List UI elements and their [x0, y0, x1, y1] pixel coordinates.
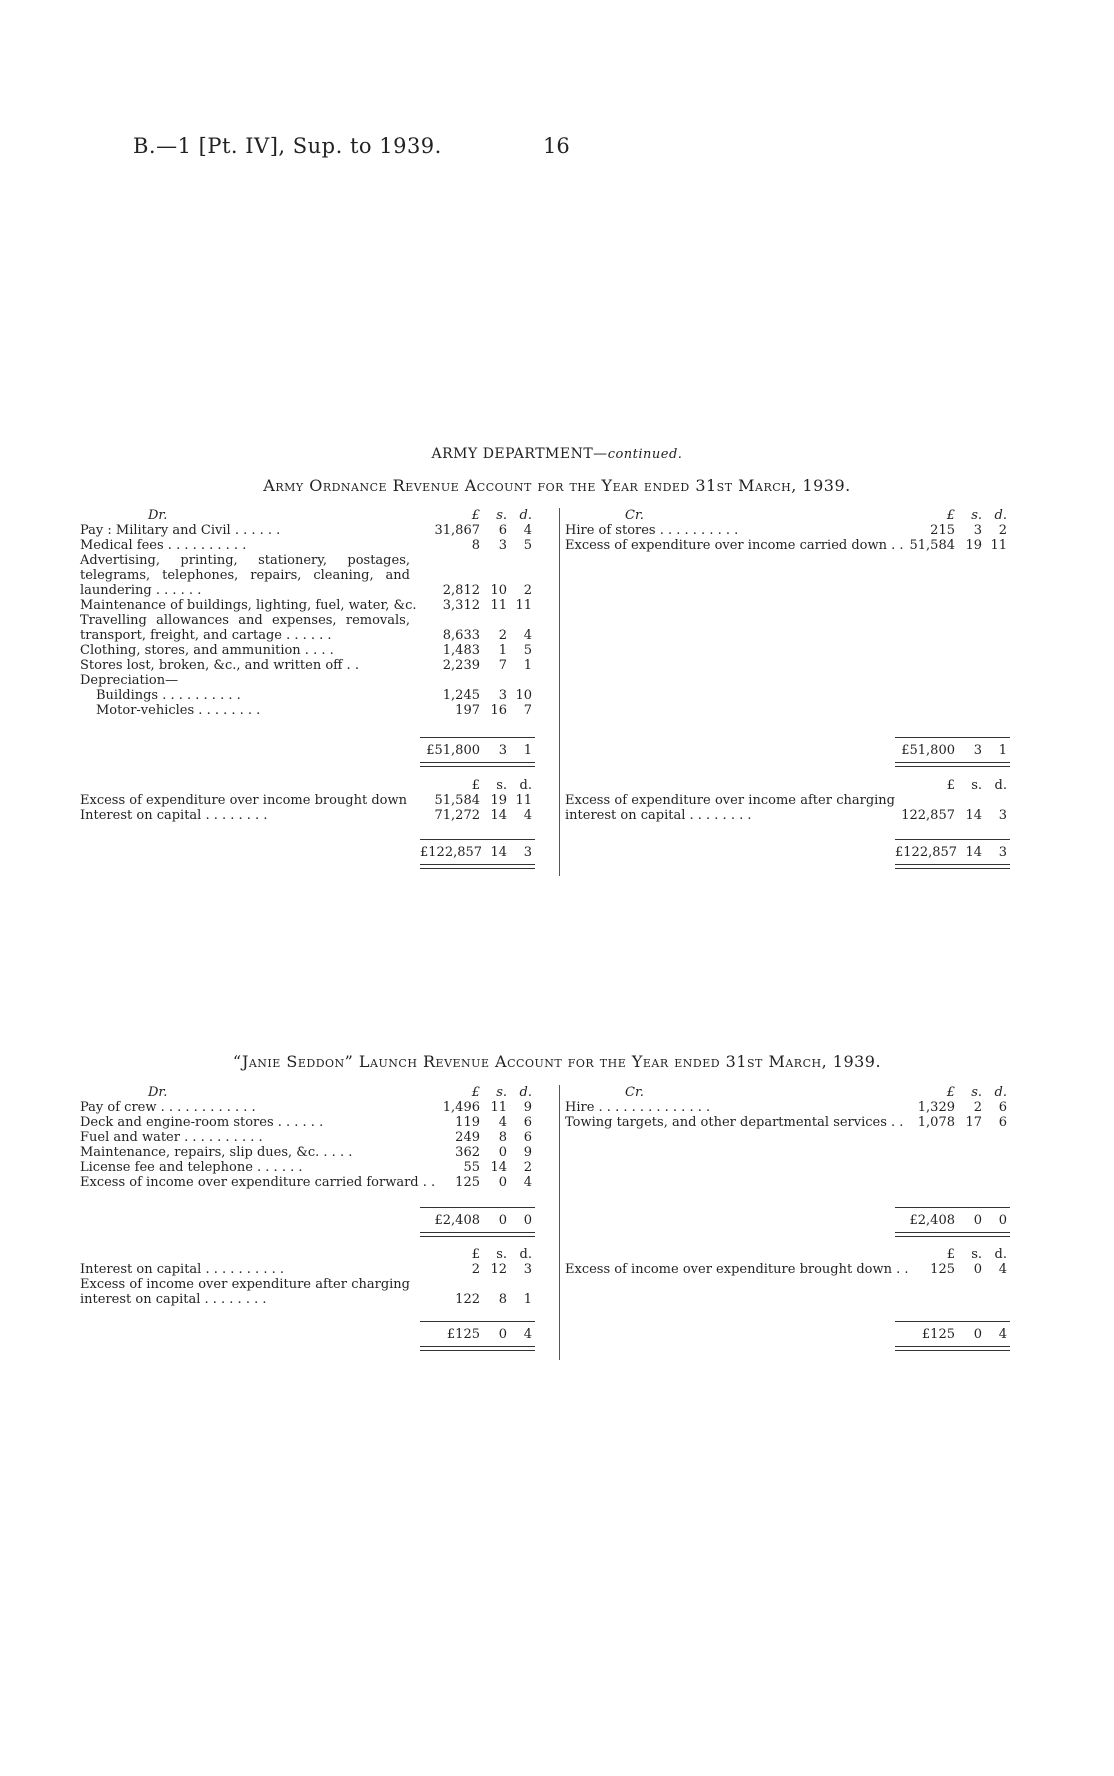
- amount-pounds: 249: [455, 1130, 480, 1145]
- column-headers: [80, 1247, 555, 1262]
- ledger-row: [80, 1160, 555, 1175]
- total-double-rule: [420, 864, 535, 869]
- total-pence: 0: [523, 1213, 532, 1228]
- amount-pence: 4: [523, 628, 532, 643]
- amount-shillings: 0: [498, 1175, 507, 1190]
- debit-total-row: [80, 1213, 555, 1228]
- item-description: Towing targets, and other departmental services . .: [565, 1115, 904, 1130]
- item-description: Excess of expenditure over income carried down . .: [565, 538, 904, 553]
- amount-shillings: 14: [965, 808, 982, 823]
- ledger-row: [565, 793, 1038, 823]
- total-shillings: 0: [498, 1213, 507, 1228]
- debit-total-row: [80, 743, 555, 758]
- ledger-row: [80, 673, 555, 688]
- item-description: Fuel and water . . . . . . . . . .: [80, 1130, 263, 1145]
- amount-pence: 1: [523, 1292, 532, 1307]
- amount-shillings: 3: [498, 538, 507, 553]
- total-pence: 1: [523, 743, 532, 758]
- amount-pounds: 1,078: [917, 1115, 955, 1130]
- total-rule-above: [420, 1207, 535, 1208]
- amount-pence: 6: [998, 1100, 1007, 1115]
- total-pounds: £122,857: [420, 845, 483, 860]
- pounds-header: £: [946, 1085, 955, 1100]
- total-double-rule: [420, 1232, 535, 1237]
- amount-pounds: 8: [471, 538, 480, 553]
- amount-pounds: 2: [471, 1262, 480, 1277]
- amount-pence: 2: [998, 523, 1007, 538]
- amount-shillings: 0: [973, 1262, 982, 1277]
- amount-pence: 2: [523, 1160, 532, 1175]
- army-ordnance-title: Army Ordnance Revenue Account for the Year ended 31st March, 1939.: [263, 476, 851, 495]
- account-divider: [559, 508, 560, 876]
- amount-pence: 9: [523, 1145, 532, 1160]
- pounds-header: £: [946, 508, 955, 523]
- amount-pounds: 31,867: [434, 523, 480, 538]
- total-shillings: 14: [965, 845, 982, 860]
- total-rule-above: [420, 1321, 535, 1322]
- amount-pence: 2: [523, 583, 532, 598]
- amount-shillings: 19: [965, 538, 982, 553]
- debit-label: Dr.: [148, 508, 168, 523]
- total-pounds: £51,800: [426, 743, 480, 758]
- amount-pence: 6: [523, 1130, 532, 1145]
- total-rule-above: [420, 737, 535, 738]
- amount-pence: 5: [523, 538, 532, 553]
- ledger-row: [565, 1100, 1038, 1115]
- credit-total-row: [565, 743, 1038, 758]
- amount-shillings: 3: [973, 523, 982, 538]
- total-shillings: 0: [973, 1213, 982, 1228]
- credit-header-row: [565, 508, 1038, 523]
- ledger-row: [80, 1145, 555, 1160]
- ledger-row: [80, 553, 555, 598]
- total-rule-above: [420, 839, 535, 840]
- amount-pounds: 71,272: [434, 808, 480, 823]
- amount-shillings: 3: [498, 688, 507, 703]
- amount-pounds: 215: [930, 523, 955, 538]
- ledger-row: [80, 1115, 555, 1130]
- column-headers: [80, 778, 555, 793]
- pounds-header: £: [471, 778, 480, 793]
- item-description: Excess of income over expenditure carried forward . .: [80, 1175, 436, 1190]
- debit-header-row: [80, 1085, 555, 1100]
- ledger-row: [80, 808, 555, 823]
- launch-account: [80, 1085, 1038, 1360]
- ledger-row: [80, 538, 555, 553]
- amount-pounds: 1,483: [442, 643, 480, 658]
- shillings-header: s.: [496, 1085, 507, 1100]
- pence-header: d.: [994, 1085, 1007, 1100]
- amount-pence: 3: [523, 1262, 532, 1277]
- item-description: Excess of expenditure over income brought down: [80, 793, 408, 808]
- amount-pounds: 1,245: [442, 688, 480, 703]
- shillings-header: s.: [971, 778, 982, 793]
- army-ordnance-account: [80, 508, 1038, 878]
- ledger-row: [80, 1100, 555, 1115]
- total-pence: 4: [998, 1327, 1007, 1342]
- total-double-rule: [895, 864, 1010, 869]
- ledger-row: [80, 1277, 555, 1307]
- amount-pounds: 3,312: [442, 598, 480, 613]
- credit-total-row: [565, 845, 1038, 860]
- amount-pounds: 1,496: [442, 1100, 480, 1115]
- amount-pence: 4: [523, 1175, 532, 1190]
- pence-header: d.: [994, 778, 1007, 793]
- total-pounds: £125: [446, 1327, 480, 1342]
- debit-header-row: [80, 508, 555, 523]
- credit-total-row: [565, 1213, 1038, 1228]
- total-pence: 1: [998, 743, 1007, 758]
- amount-shillings: 12: [490, 1262, 507, 1277]
- ledger-row: [80, 793, 555, 808]
- total-double-rule: [420, 1346, 535, 1351]
- amount-pence: 9: [523, 1100, 532, 1115]
- total-pounds: £2,408: [909, 1213, 955, 1228]
- account-divider: [559, 1085, 560, 1360]
- amount-pence: 4: [523, 523, 532, 538]
- column-headers: [565, 778, 1038, 793]
- amount-shillings: 4: [498, 1115, 507, 1130]
- amount-pounds: 8,633: [442, 628, 480, 643]
- column-headers: [565, 1247, 1038, 1262]
- amount-pence: 11: [515, 793, 532, 808]
- pounds-header: £: [471, 1247, 480, 1262]
- item-description: Interest on capital . . . . . . . . . .: [80, 1262, 284, 1277]
- amount-pence: 4: [998, 1262, 1007, 1277]
- credit-label: Cr.: [625, 1085, 644, 1100]
- amount-shillings: 11: [490, 1100, 507, 1115]
- total-shillings: 14: [490, 845, 507, 860]
- amount-shillings: 11: [490, 598, 507, 613]
- total-double-rule: [895, 762, 1010, 767]
- debit-total-row: [80, 845, 555, 860]
- amount-shillings: 8: [498, 1292, 507, 1307]
- pounds-header: £: [471, 508, 480, 523]
- total-shillings: 0: [498, 1327, 507, 1342]
- amount-pence: 4: [523, 808, 532, 823]
- total-rule-above: [895, 1321, 1010, 1322]
- pence-header: d.: [519, 1085, 532, 1100]
- amount-pence: 1: [523, 658, 532, 673]
- amount-shillings: 7: [498, 658, 507, 673]
- item-description: Buildings . . . . . . . . . .: [96, 688, 241, 703]
- total-shillings: 0: [973, 1327, 982, 1342]
- amount-pounds: 122,857: [901, 808, 955, 823]
- ledger-row: [80, 1175, 555, 1190]
- shillings-header: s.: [496, 508, 507, 523]
- amount-pence: 7: [523, 703, 532, 718]
- amount-pence: 3: [998, 808, 1007, 823]
- item-description: Interest on capital . . . . . . . .: [80, 808, 268, 823]
- amount-pounds: 125: [930, 1262, 955, 1277]
- amount-pounds: 197: [455, 703, 480, 718]
- amount-pence: 5: [523, 643, 532, 658]
- total-pence: 3: [998, 845, 1007, 860]
- ledger-row: [565, 523, 1038, 538]
- pounds-header: £: [946, 778, 955, 793]
- ledger-row: [565, 1262, 1038, 1277]
- shillings-header: s.: [971, 1085, 982, 1100]
- pence-header: d.: [519, 1247, 532, 1262]
- item-description: Excess of income over expenditure after charging interest on capital . . . . . . . .: [80, 1277, 410, 1307]
- total-pence: 0: [998, 1213, 1007, 1228]
- total-shillings: 3: [973, 743, 982, 758]
- amount-pounds: 51,584: [909, 538, 955, 553]
- pence-header: d.: [994, 1247, 1007, 1262]
- total-rule-above: [895, 737, 1010, 738]
- amount-shillings: 0: [498, 1145, 507, 1160]
- ledger-row: [565, 1115, 1038, 1130]
- ledger-row: [80, 1130, 555, 1145]
- amount-shillings: 2: [498, 628, 507, 643]
- debit-total-row: [80, 1327, 555, 1342]
- amount-shillings: 2: [973, 1100, 982, 1115]
- item-description: Hire of stores . . . . . . . . . .: [565, 523, 739, 538]
- amount-shillings: 10: [490, 583, 507, 598]
- amount-shillings: 6: [498, 523, 507, 538]
- amount-pounds: 2,812: [442, 583, 480, 598]
- ledger-row: [80, 658, 555, 673]
- total-pence: 4: [523, 1327, 532, 1342]
- shillings-header: s.: [971, 508, 982, 523]
- running-head: B.—1 [Pt. IV], Sup. to 1939.: [133, 134, 442, 158]
- credit-header-row: [565, 1085, 1038, 1100]
- debit-label: Dr.: [148, 1085, 168, 1100]
- pence-header: d.: [519, 508, 532, 523]
- total-shillings: 3: [498, 743, 507, 758]
- total-double-rule: [420, 762, 535, 767]
- total-rule-above: [895, 839, 1010, 840]
- item-description: License fee and telephone . . . . . .: [80, 1160, 303, 1175]
- amount-pounds: 122: [455, 1292, 480, 1307]
- ledger-row: [565, 538, 1038, 553]
- ledger-row: [80, 703, 555, 718]
- total-double-rule: [895, 1346, 1010, 1351]
- amount-shillings: 14: [490, 808, 507, 823]
- shillings-header: s.: [971, 1247, 982, 1262]
- ledger-row: [80, 688, 555, 703]
- credit-label: Cr.: [625, 508, 644, 523]
- amount-pounds: 51,584: [434, 793, 480, 808]
- total-pounds: £125: [921, 1327, 955, 1342]
- amount-pounds: 125: [455, 1175, 480, 1190]
- item-description: Pay : Military and Civil . . . . . .: [80, 523, 281, 538]
- total-double-rule: [895, 1232, 1010, 1237]
- total-pounds: £51,800: [901, 743, 955, 758]
- amount-pounds: 55: [463, 1160, 480, 1175]
- department-title-main: ARMY DEPARTMENT—: [431, 446, 608, 462]
- ledger-row: [80, 643, 555, 658]
- item-description: Depreciation—: [80, 673, 179, 688]
- ledger-row: [80, 613, 555, 643]
- item-description: Travelling allowances and expenses, removals, transport, freight, and cartage . . . . . .: [80, 613, 410, 643]
- amount-shillings: 1: [498, 643, 507, 658]
- amount-pence: 11: [990, 538, 1007, 553]
- pounds-header: £: [471, 1085, 480, 1100]
- amount-shillings: 14: [490, 1160, 507, 1175]
- ledger-row: [80, 1262, 555, 1277]
- amount-pounds: 1,329: [917, 1100, 955, 1115]
- department-title-continued: continued.: [607, 447, 683, 462]
- amount-pounds: 362: [455, 1145, 480, 1160]
- amount-pence: 6: [998, 1115, 1007, 1130]
- amount-pence: 10: [515, 688, 532, 703]
- total-pounds: £2,408: [434, 1213, 480, 1228]
- amount-pence: 6: [523, 1115, 532, 1130]
- pence-header: d.: [994, 508, 1007, 523]
- page-number: 16: [543, 134, 570, 158]
- amount-pounds: 119: [455, 1115, 480, 1130]
- amount-shillings: 8: [498, 1130, 507, 1145]
- amount-shillings: 17: [965, 1115, 982, 1130]
- item-description: Excess of income over expenditure brought down . .: [565, 1262, 909, 1277]
- item-description: Deck and engine-room stores . . . . . .: [80, 1115, 324, 1130]
- ledger-row: [80, 523, 555, 538]
- amount-pence: 11: [515, 598, 532, 613]
- item-description: Clothing, stores, and ammunition . . . .: [80, 643, 334, 658]
- item-description: Medical fees . . . . . . . . . .: [80, 538, 247, 553]
- ledger-row: [80, 598, 555, 613]
- item-description: Pay of crew . . . . . . . . . . . .: [80, 1100, 256, 1115]
- shillings-header: s.: [496, 778, 507, 793]
- launch-account-title: “Janie Seddon” Launch Revenue Account for the Year ended 31st March, 1939.: [232, 1052, 882, 1071]
- pounds-header: £: [946, 1247, 955, 1262]
- total-rule-above: [895, 1207, 1010, 1208]
- item-description: Excess of expenditure over income after charging interest on capital . . . . . . . .: [565, 793, 895, 823]
- item-description: Stores lost, broken, &c., and written off . .: [80, 658, 359, 673]
- department-title: [0, 446, 1114, 462]
- amount-shillings: 19: [490, 793, 507, 808]
- item-description: Advertising, printing, stationery, postages, telegrams, telephones, repairs, cleaning, and laundering . . . . . .: [80, 553, 410, 598]
- total-pounds: £122,857: [895, 845, 958, 860]
- amount-pounds: 2,239: [442, 658, 480, 673]
- item-description: Maintenance of buildings, lighting, fuel, water, &c.: [80, 598, 417, 613]
- item-description: Hire . . . . . . . . . . . . . .: [565, 1100, 711, 1115]
- item-description: Motor-vehicles . . . . . . . .: [96, 703, 261, 718]
- total-pence: 3: [523, 845, 532, 860]
- item-description: Maintenance, repairs, slip dues, &c. . . . .: [80, 1145, 353, 1160]
- credit-total-row: [565, 1327, 1038, 1342]
- amount-shillings: 16: [490, 703, 507, 718]
- shillings-header: s.: [496, 1247, 507, 1262]
- pence-header: d.: [519, 778, 532, 793]
